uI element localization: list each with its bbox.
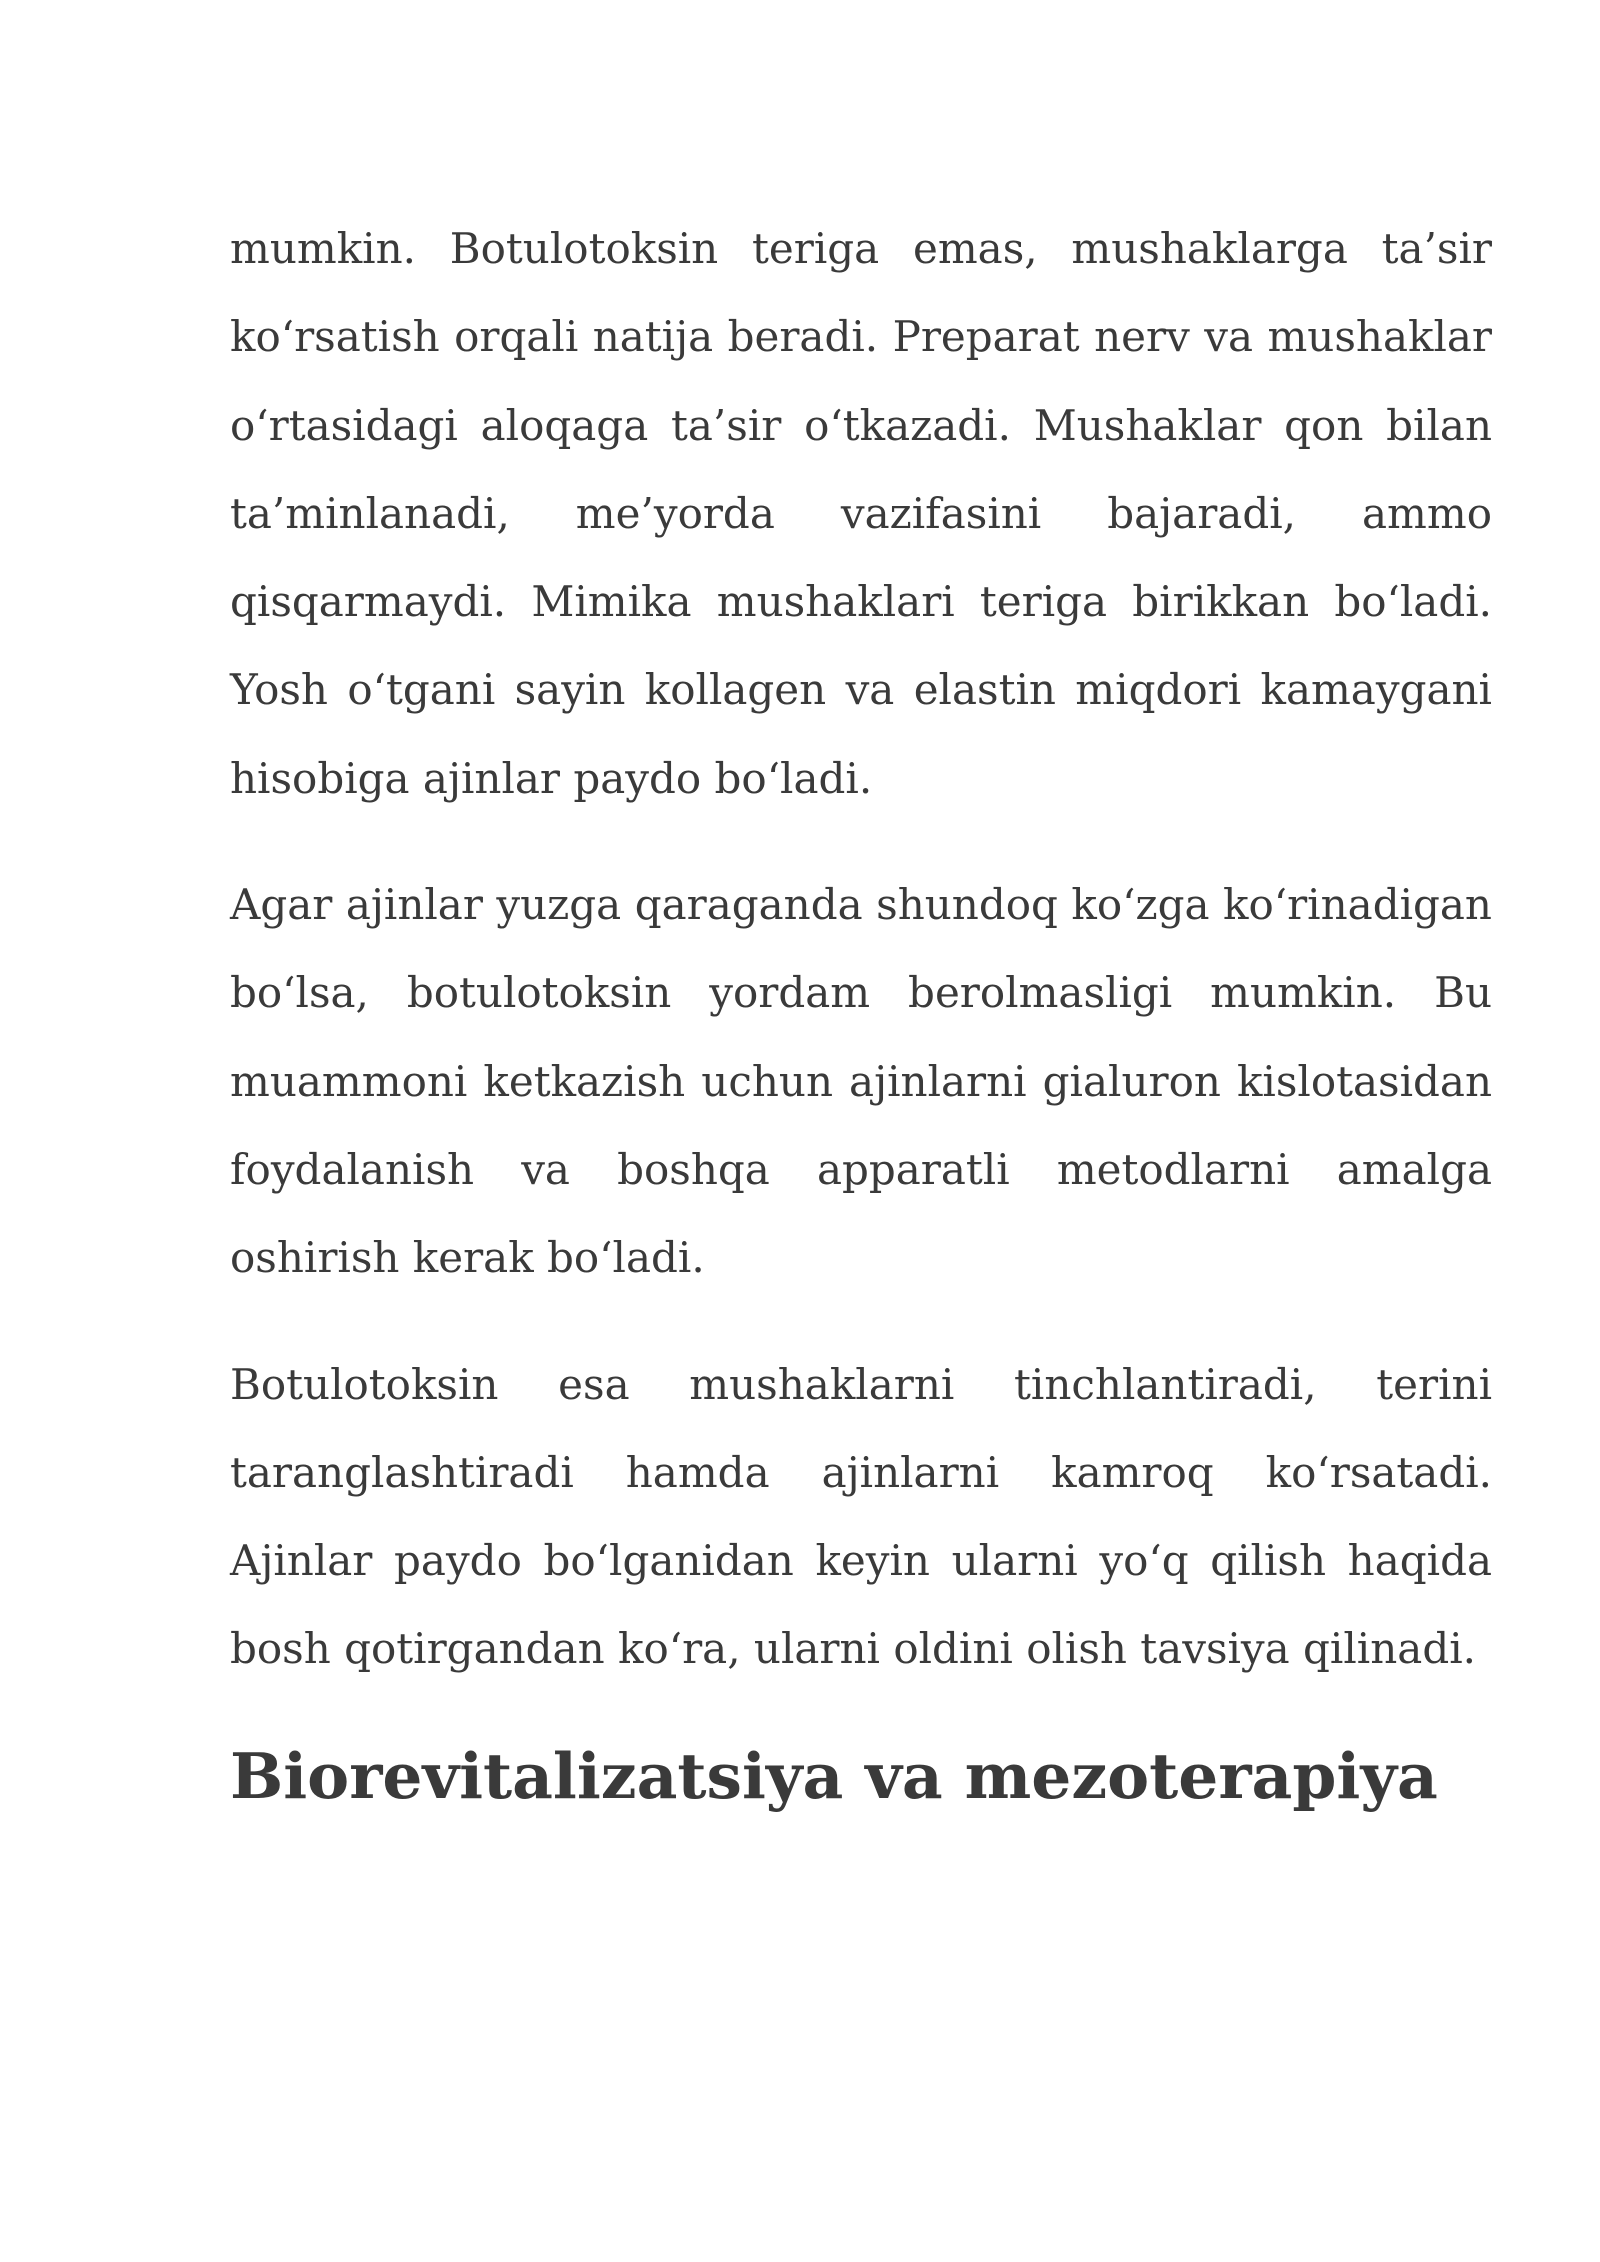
document-page	[230, 205, 1492, 1820]
paragraph-1: mumkin. Botulotoksin teriga emas, mushaklarga ta’sir ko‘rsatish orqali natija beradi. Preparat nerv va mushaklar o‘rtasidagi aloqaga ta’sir o‘tkazadi. Mushaklar qon bilan ta’minlanadi, me’yorda vazifasini bajaradi, ammo qisqarmaydi. Mimika mushaklari teriga birikkan bo‘ladi. Yosh o‘tgani sayin kollagen va elastin miqdori kamaygani hisobiga ajinlar paydo bo‘ladi.	[230, 224, 1492, 803]
paragraph-3: Botulotoksin esa mushaklarni tinchlantiradi, terini taranglashtiradi hamda ajinlarni kamroq ko‘rsatadi. Ajinlar paydo bo‘lganidan keyin ularni yo‘q qilish haqida bosh qotirgandan ko‘ra, ularni oldini olish tavsiya qilinadi.	[230, 1359, 1492, 1674]
section-heading: Biorevitalizatsiya va mezoterapiya	[230, 1738, 1438, 1813]
paragraph-2: Agar ajinlar yuzga qaraganda shundoq ko‘zga ko‘rinadigan bo‘lsa, botulotoksin yordam berolmasligi mumkin. Bu muammoni ketkazish uchun ajinlarni gialuron kislotasidan foydalanish va boshqa apparatli metodlarni amalga oshirish kerak bo‘ladi.	[230, 880, 1492, 1283]
